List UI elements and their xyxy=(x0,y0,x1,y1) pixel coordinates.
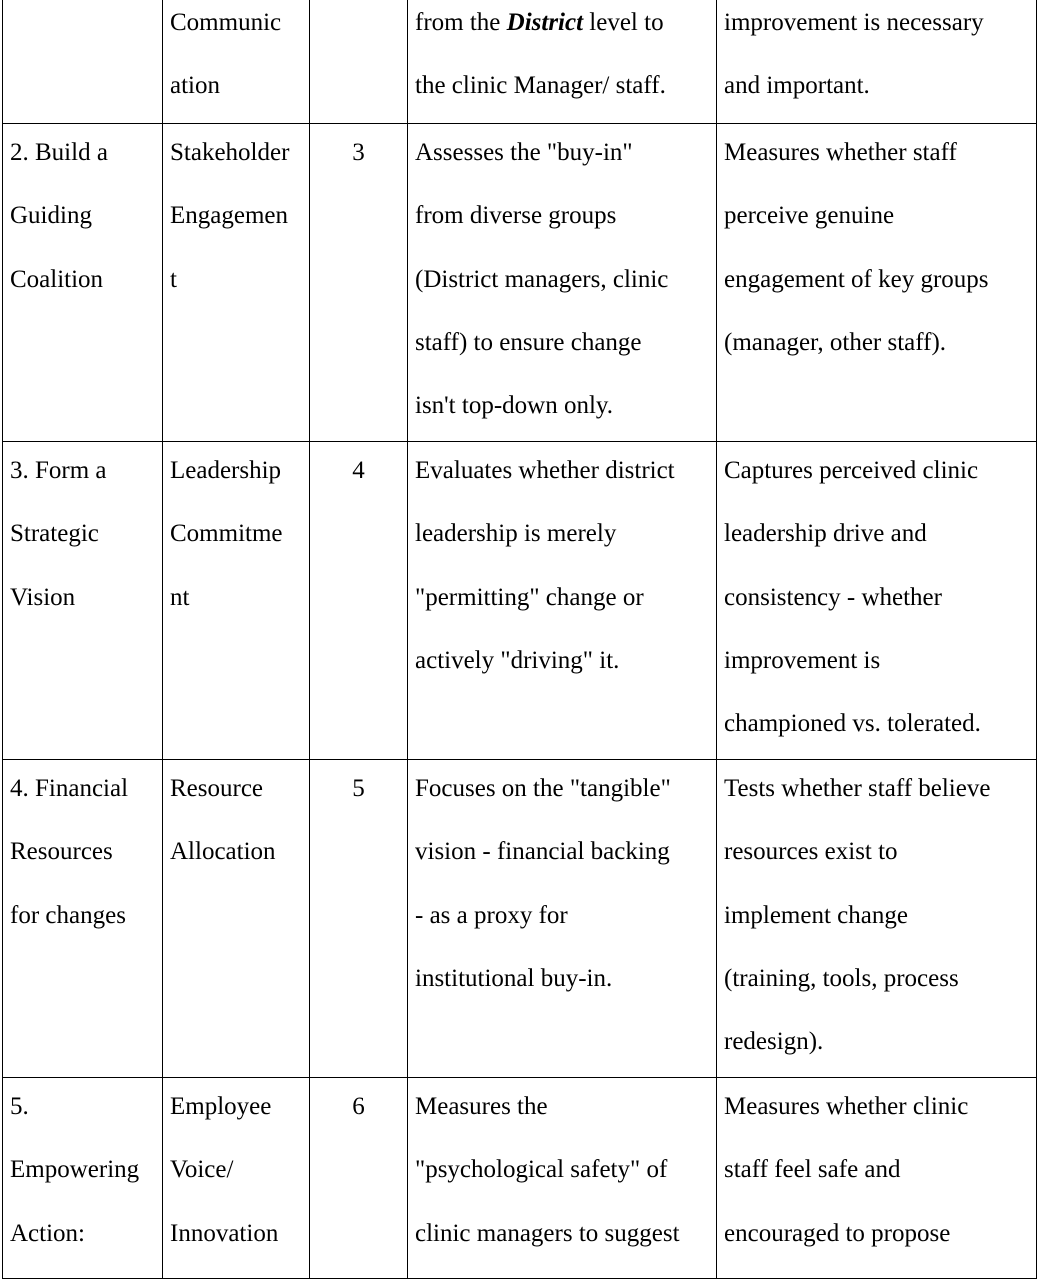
measure-line: and important. xyxy=(724,72,870,100)
focus-text: leadership is merely xyxy=(415,520,617,548)
focus-cell xyxy=(408,442,717,760)
focus-line xyxy=(415,566,716,629)
measure-cell xyxy=(717,442,1037,760)
focus-cell xyxy=(408,0,717,124)
dimension-line: Allocation xyxy=(170,838,276,866)
stage-cell xyxy=(3,760,163,1078)
focus-text: the clinic Manager/ staff. xyxy=(415,72,666,100)
measure-line: encouraged to propose xyxy=(724,1219,951,1247)
measure-cell xyxy=(717,124,1037,442)
measure-line: (manager, other staff). xyxy=(724,328,947,356)
focus-text: (District managers, clinic xyxy=(415,265,669,293)
stage-cell xyxy=(3,124,163,442)
focus-line xyxy=(415,1138,716,1201)
stage-line: Guiding xyxy=(10,202,92,230)
stage-line: 3. Form a xyxy=(10,457,107,484)
item-number-cell xyxy=(310,442,408,760)
item-number-cell xyxy=(310,1078,408,1279)
focus-line xyxy=(415,820,716,883)
item-number: 3 xyxy=(352,139,365,166)
dimension-cell xyxy=(163,442,310,760)
measure-line: resources exist to xyxy=(724,838,898,866)
measure-line: staff feel safe and xyxy=(724,1156,901,1184)
focus-text: isn't top-down only. xyxy=(415,392,614,420)
table-row xyxy=(3,442,1037,760)
stage-line: 4. Financial xyxy=(10,775,129,802)
dimension-line: Stakeholder xyxy=(170,139,290,166)
focus-cell xyxy=(408,124,717,442)
dimension-line: Commitme xyxy=(170,520,283,548)
focus-text: Evaluates whether district xyxy=(415,457,675,484)
focus-text: level to xyxy=(583,9,664,36)
item-number: 4 xyxy=(352,457,365,484)
measure-line: engagement of key groups xyxy=(724,265,989,293)
stage-line: Resources xyxy=(10,838,113,866)
emphasis-text: District xyxy=(506,9,584,36)
dimension-line: Resource xyxy=(170,775,264,802)
measure-line: Tests whether staff believe xyxy=(724,775,991,802)
focus-line xyxy=(415,54,716,117)
focus-line xyxy=(415,184,716,247)
table-row xyxy=(3,0,1037,124)
stage-line: for changes xyxy=(10,901,126,929)
stage-line: Action: xyxy=(10,1219,85,1247)
focus-line xyxy=(415,311,716,374)
framework-table xyxy=(2,0,1037,1279)
stage-line: 2. Build a xyxy=(10,139,108,166)
item-number: 6 xyxy=(352,1093,365,1120)
dimension-cell xyxy=(163,0,310,124)
focus-text: staff) to ensure change xyxy=(415,328,642,356)
focus-text: clinic managers to suggest xyxy=(415,1219,680,1247)
focus-text: Measures the xyxy=(415,1093,548,1120)
stage-line: Coalition xyxy=(10,265,104,293)
measure-cell xyxy=(717,760,1037,1078)
item-number: 5 xyxy=(352,775,365,802)
table-row xyxy=(3,1078,1037,1279)
dimension-line: Innovation xyxy=(170,1219,279,1247)
measure-line: consistency - whether xyxy=(724,583,942,611)
dimension-line: t xyxy=(170,265,177,293)
focus-text: Assesses the "buy-in" xyxy=(415,139,633,166)
table-body xyxy=(3,0,1037,1279)
focus-line xyxy=(415,1078,716,1139)
focus-text: "psychological safety" of xyxy=(415,1156,668,1184)
focus-line xyxy=(415,760,716,821)
stage-line: 5. xyxy=(10,1093,29,1120)
stage-line: Empowering xyxy=(10,1156,140,1184)
focus-line xyxy=(415,947,716,1010)
dimension-line: Leadership xyxy=(170,457,282,484)
focus-text: from the xyxy=(415,9,507,36)
focus-line xyxy=(415,374,716,437)
item-number-cell xyxy=(310,0,408,124)
focus-line xyxy=(415,884,716,947)
measure-line: improvement is xyxy=(724,646,881,674)
stage-line: Strategic xyxy=(10,520,99,548)
measure-line: (training, tools, process xyxy=(724,964,959,992)
focus-text: "permitting" change or xyxy=(415,583,644,611)
item-number-cell xyxy=(310,760,408,1078)
dimension-line: ation xyxy=(170,72,220,100)
focus-line xyxy=(415,629,716,692)
dimension-cell xyxy=(163,760,310,1078)
table-row xyxy=(3,124,1037,442)
stage-line: Vision xyxy=(10,583,76,611)
item-number-cell xyxy=(310,124,408,442)
focus-line xyxy=(415,124,716,185)
dimension-line: Employee xyxy=(170,1093,272,1120)
focus-cell xyxy=(408,1078,717,1279)
measure-line: leadership drive and xyxy=(724,520,927,548)
dimension-line: Communic xyxy=(170,9,282,36)
focus-line xyxy=(415,1202,716,1265)
measure-line: redesign). xyxy=(724,1028,824,1056)
dimension-line: Engagemen xyxy=(170,202,289,230)
dimension-line: Voice/ xyxy=(170,1156,234,1184)
measure-line: championed vs. tolerated. xyxy=(724,710,981,738)
measure-line: Captures perceived clinic xyxy=(724,457,979,484)
measure-cell xyxy=(717,1078,1037,1279)
focus-line xyxy=(415,248,716,311)
measure-line: Measures whether staff xyxy=(724,139,957,166)
focus-line xyxy=(415,442,716,503)
measure-line: improvement is necessary xyxy=(724,9,984,36)
dimension-cell xyxy=(163,124,310,442)
measure-line: perceive genuine xyxy=(724,202,895,230)
focus-line xyxy=(415,0,716,54)
stage-cell xyxy=(3,1078,163,1279)
focus-text: from diverse groups xyxy=(415,202,617,230)
focus-text: actively "driving" it. xyxy=(415,646,620,674)
focus-text: institutional buy-in. xyxy=(415,964,613,992)
measure-cell xyxy=(717,0,1037,124)
dimension-line: nt xyxy=(170,583,190,611)
focus-text: - as a proxy for xyxy=(415,901,568,929)
measure-line: Measures whether clinic xyxy=(724,1093,969,1120)
focus-cell xyxy=(408,760,717,1078)
stage-cell xyxy=(3,0,163,124)
focus-text: vision - financial backing xyxy=(415,838,670,866)
measure-line: implement change xyxy=(724,901,908,929)
dimension-cell xyxy=(163,1078,310,1279)
table-row xyxy=(3,760,1037,1078)
stage-cell xyxy=(3,442,163,760)
focus-line xyxy=(415,502,716,565)
focus-text: Focuses on the "tangible" xyxy=(415,775,671,802)
